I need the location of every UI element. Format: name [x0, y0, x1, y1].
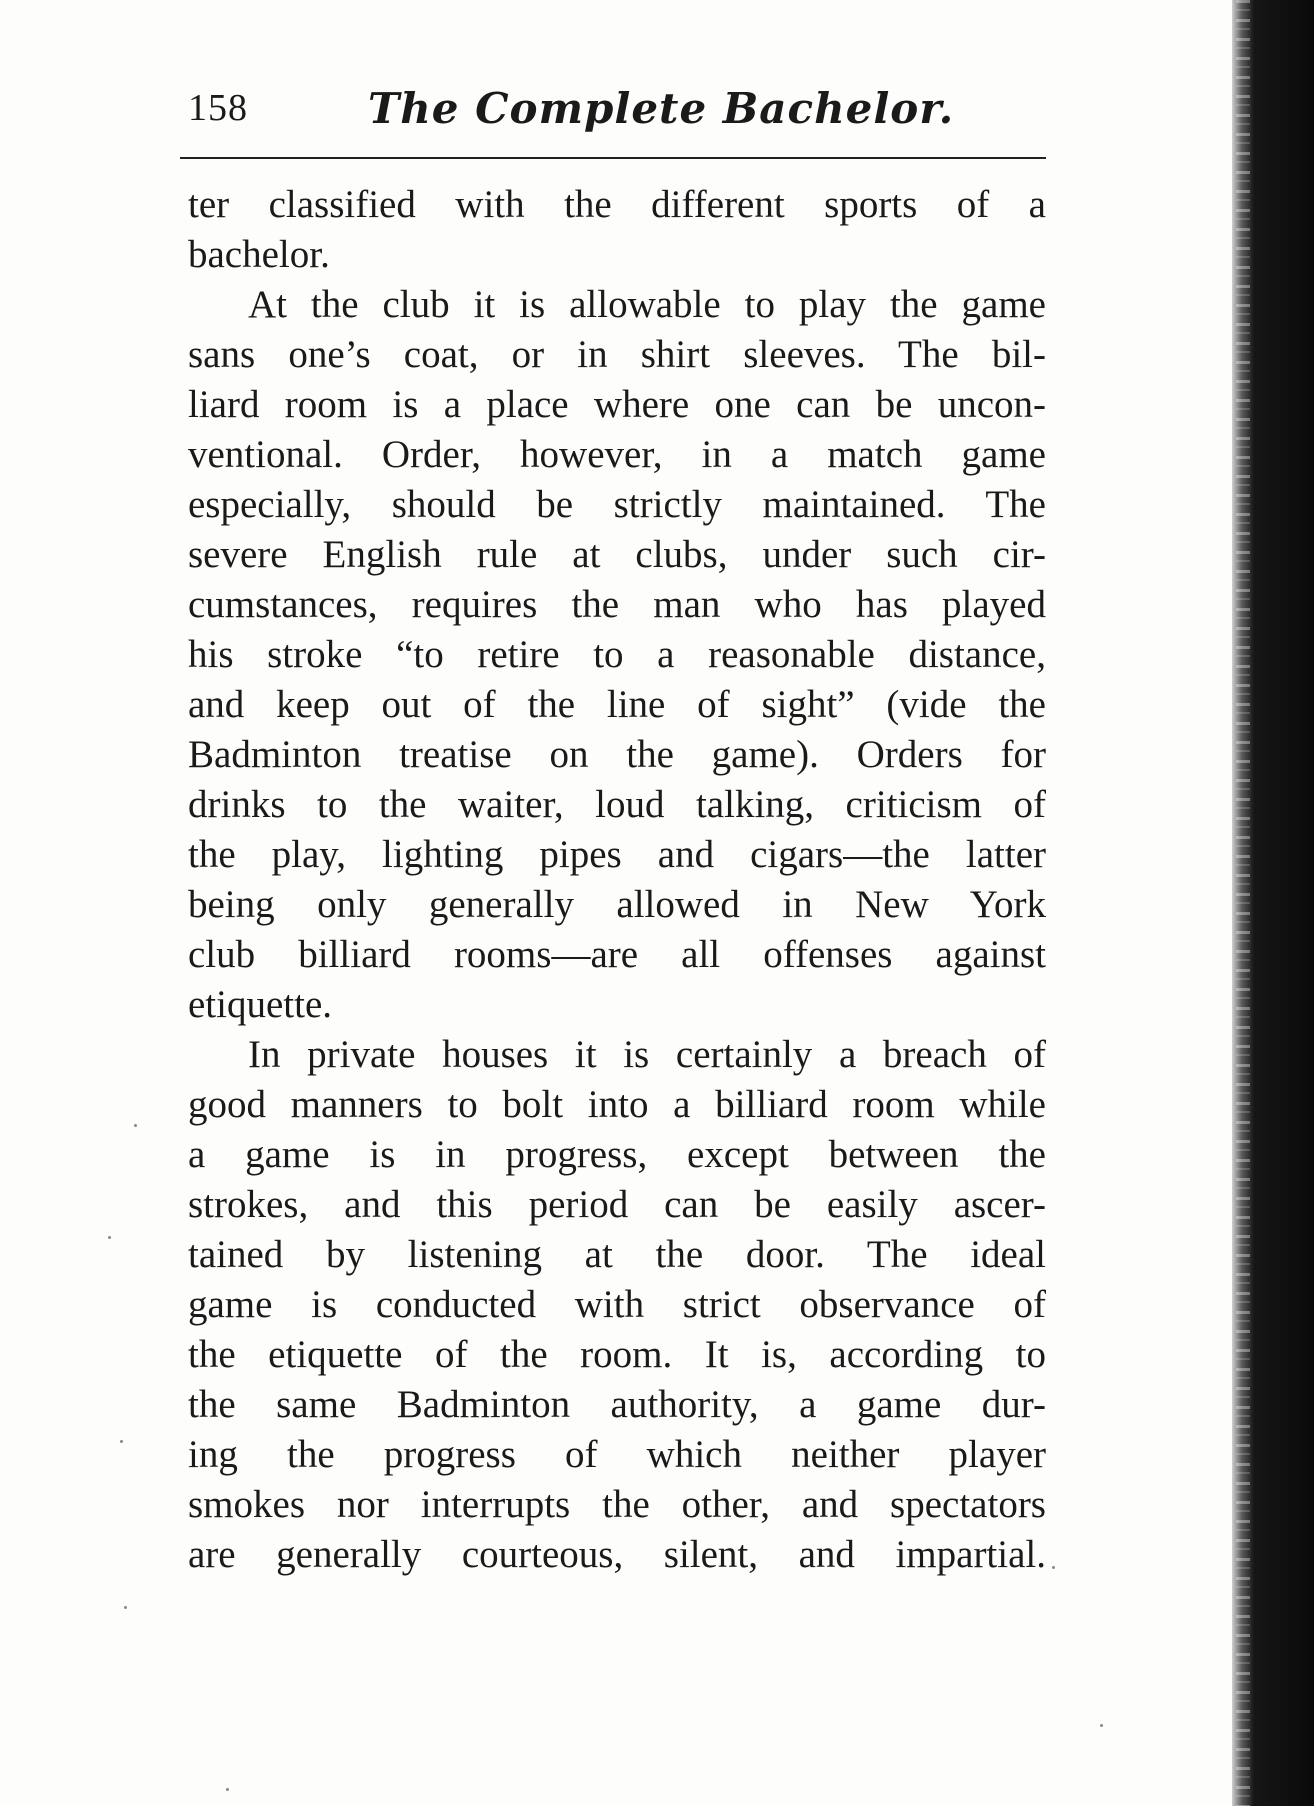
text-line: good manners to bolt into a billiard room while — [188, 1083, 1046, 1126]
text-line: ing the progress of which neither player — [188, 1433, 1046, 1476]
text-line: liard room is a place where one can be uncon- — [188, 383, 1046, 426]
text-line: sans one’s coat, or in shirt sleeves. The bil- — [188, 333, 1046, 376]
text-line: the etiquette of the room. It is, according to — [188, 1333, 1046, 1376]
text-line: ventional. Order, however, in a match game — [188, 433, 1046, 476]
text-line: severe English rule at clubs, under such cir- — [188, 533, 1046, 576]
text-line: the same Badminton authority, a game dur- — [188, 1383, 1046, 1426]
text-line: especially, should be strictly maintained. The — [188, 483, 1046, 526]
text-line: At the club it is allowable to play the game — [248, 283, 1046, 326]
text-line: drinks to the waiter, loud talking, criticism of — [188, 783, 1046, 826]
page-number: 158 — [188, 87, 248, 129]
text-line: bachelor. — [188, 233, 330, 276]
text-line: cumstances, requires the man who has played — [188, 583, 1046, 626]
binding-edge — [1232, 0, 1314, 1806]
running-head — [188, 84, 1048, 144]
text-line: smokes nor interrupts the other, and spectators — [188, 1483, 1046, 1526]
text-line: being only generally allowed in New York — [188, 883, 1046, 926]
text-line: the play, lighting pipes and cigars—the latter — [188, 833, 1046, 876]
text-line: Badminton treatise on the game). Orders for — [188, 733, 1046, 776]
header-rule — [180, 157, 1046, 159]
text-line: game is conducted with strict observance of — [188, 1283, 1046, 1326]
text-line: club billiard rooms—are all offenses against — [188, 933, 1046, 976]
book-title: The Complete Bachelor. — [368, 84, 955, 133]
text-line: strokes, and this period can be easily ascer- — [188, 1183, 1046, 1226]
body-text — [188, 180, 1046, 1580]
text-line: etiquette. — [188, 983, 333, 1026]
text-line: In private houses it is certainly a breach of — [248, 1033, 1046, 1076]
text-line: a game is in progress, except between the — [188, 1133, 1046, 1176]
text-line: are generally courteous, silent, and impartial. — [188, 1533, 1046, 1576]
text-line: and keep out of the line of sight” (vide the — [188, 683, 1046, 726]
text-line: his stroke “to retire to a reasonable distance, — [188, 633, 1046, 676]
text-line: tained by listening at the door. The ideal — [188, 1233, 1046, 1276]
text-line: ter classified with the different sports of a — [188, 183, 1046, 226]
